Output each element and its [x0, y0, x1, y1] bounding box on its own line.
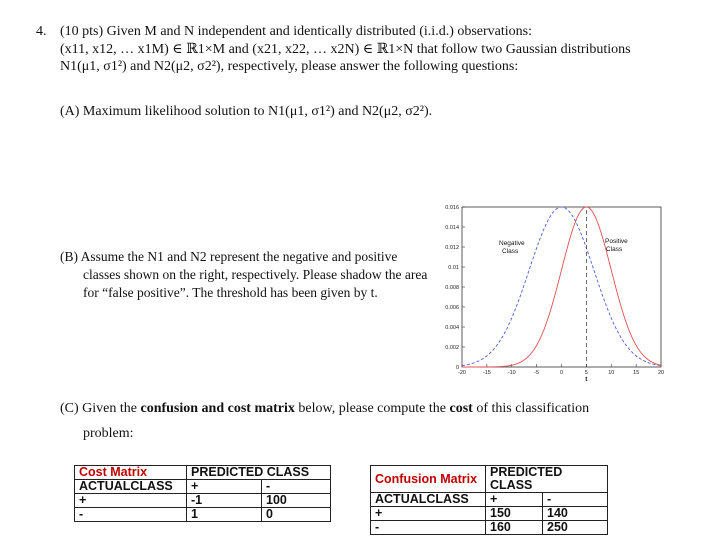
confusion-cell: 150	[486, 507, 543, 521]
table-row	[75, 494, 331, 508]
question-header-line3: N1(μ1, σ1²) and N2(μ2, σ2²), respectively, please answer the following questions:	[60, 59, 519, 74]
cost-row-label: -	[75, 508, 187, 522]
x-tick-label: 20	[657, 370, 665, 376]
x-tick-label: 10	[608, 370, 615, 376]
x-tick-label: -10	[507, 370, 516, 376]
cost-cell: 1	[187, 508, 262, 522]
cost-row-label: +	[75, 494, 187, 508]
part-a-text: (A) Maximum likelihood solution to N1(μ1, σ1²) and N2(μ2, σ2²).	[60, 104, 433, 119]
x-tick-label: 0	[559, 370, 564, 376]
plot-frame	[462, 207, 661, 367]
question-header-line2: (x11, x12, … x1M) ∈ ℝ1×M and (x21, x22, … x2N) ∈ ℝ1×N that follow two Gaussian distributions	[60, 42, 631, 57]
negative-class-label: Negative	[499, 240, 525, 247]
part-c-mid: below, please compute the	[294, 401, 450, 416]
confusion-matrix-actual: ACTUALCLASS	[371, 493, 486, 507]
y-tick-label: 0.014	[445, 225, 459, 231]
confusion-cell: 250	[543, 521, 608, 535]
part-c-bold1: confusion and cost matrix	[140, 401, 295, 416]
x-tick-label: 5	[584, 370, 588, 376]
x-tick-label: -15	[482, 370, 491, 376]
y-tick-label: 0.01	[448, 265, 459, 271]
confusion-matrix	[370, 465, 608, 535]
confusion-matrix-title: Confusion Matrix	[371, 466, 486, 493]
confusion-cell: 140	[543, 507, 608, 521]
part-c-line1	[60, 401, 589, 417]
x-tick-label: 15	[633, 370, 640, 376]
part-b-line3: for “false positive”. The threshold has been given by t.	[83, 285, 378, 300]
confusion-matrix-col-pos: +	[486, 493, 543, 507]
x-tick-label: -5	[534, 370, 540, 376]
y-tick-label: 0.002	[445, 345, 459, 351]
question-number: 4.	[36, 24, 47, 39]
y-tick-label: 0	[455, 365, 459, 371]
confusion-cell: 160	[486, 521, 543, 535]
part-c-post: of this classification	[472, 401, 590, 416]
positive-class-label: Positive	[605, 238, 628, 245]
y-tick-label: 0.016	[445, 205, 459, 211]
table-row	[371, 521, 608, 535]
y-tick-label: 0.006	[445, 305, 459, 311]
y-tick-label: 0.012	[445, 245, 459, 251]
confusion-matrix-col-neg: -	[543, 493, 608, 507]
part-b-line2: classes shown on the right, respectively. Please shadow the area	[83, 267, 428, 282]
table-row	[75, 508, 331, 522]
part-c-bold2: cost	[449, 401, 473, 416]
x-tick-label: -20	[458, 370, 466, 376]
table-row	[371, 507, 608, 521]
part-b-line1: (B) Assume the N1 and N2 represent the negative and positive	[60, 249, 398, 264]
confusion-matrix-predicted: PREDICTED CLASS	[486, 466, 608, 493]
cost-matrix-col-neg: -	[262, 480, 331, 494]
positive-class-label: Class	[606, 246, 623, 253]
cost-matrix-title: Cost Matrix	[75, 466, 187, 480]
question-header-line1: (10 pts) Given M and N independent and identically distributed (i.i.d.) observations:	[60, 24, 533, 39]
part-c-pre: (C) Given the	[60, 401, 141, 416]
confusion-row-label: +	[371, 507, 486, 521]
cost-matrix-col-pos: +	[187, 480, 262, 494]
cost-matrix	[74, 465, 331, 522]
confusion-row-label: -	[371, 521, 486, 535]
cost-cell: 100	[262, 494, 331, 508]
cost-cell: 0	[262, 508, 331, 522]
cost-cell: -1	[187, 494, 262, 508]
negative-class-label: Class	[502, 248, 519, 255]
y-tick-label: 0.004	[445, 325, 459, 331]
threshold-label: t	[585, 376, 588, 383]
y-tick-label: 0.008	[445, 285, 459, 291]
cost-matrix-predicted: PREDICTED CLASS	[187, 466, 331, 480]
part-c-line2: problem:	[83, 426, 134, 441]
cost-matrix-actual: ACTUALCLASS	[75, 480, 187, 494]
